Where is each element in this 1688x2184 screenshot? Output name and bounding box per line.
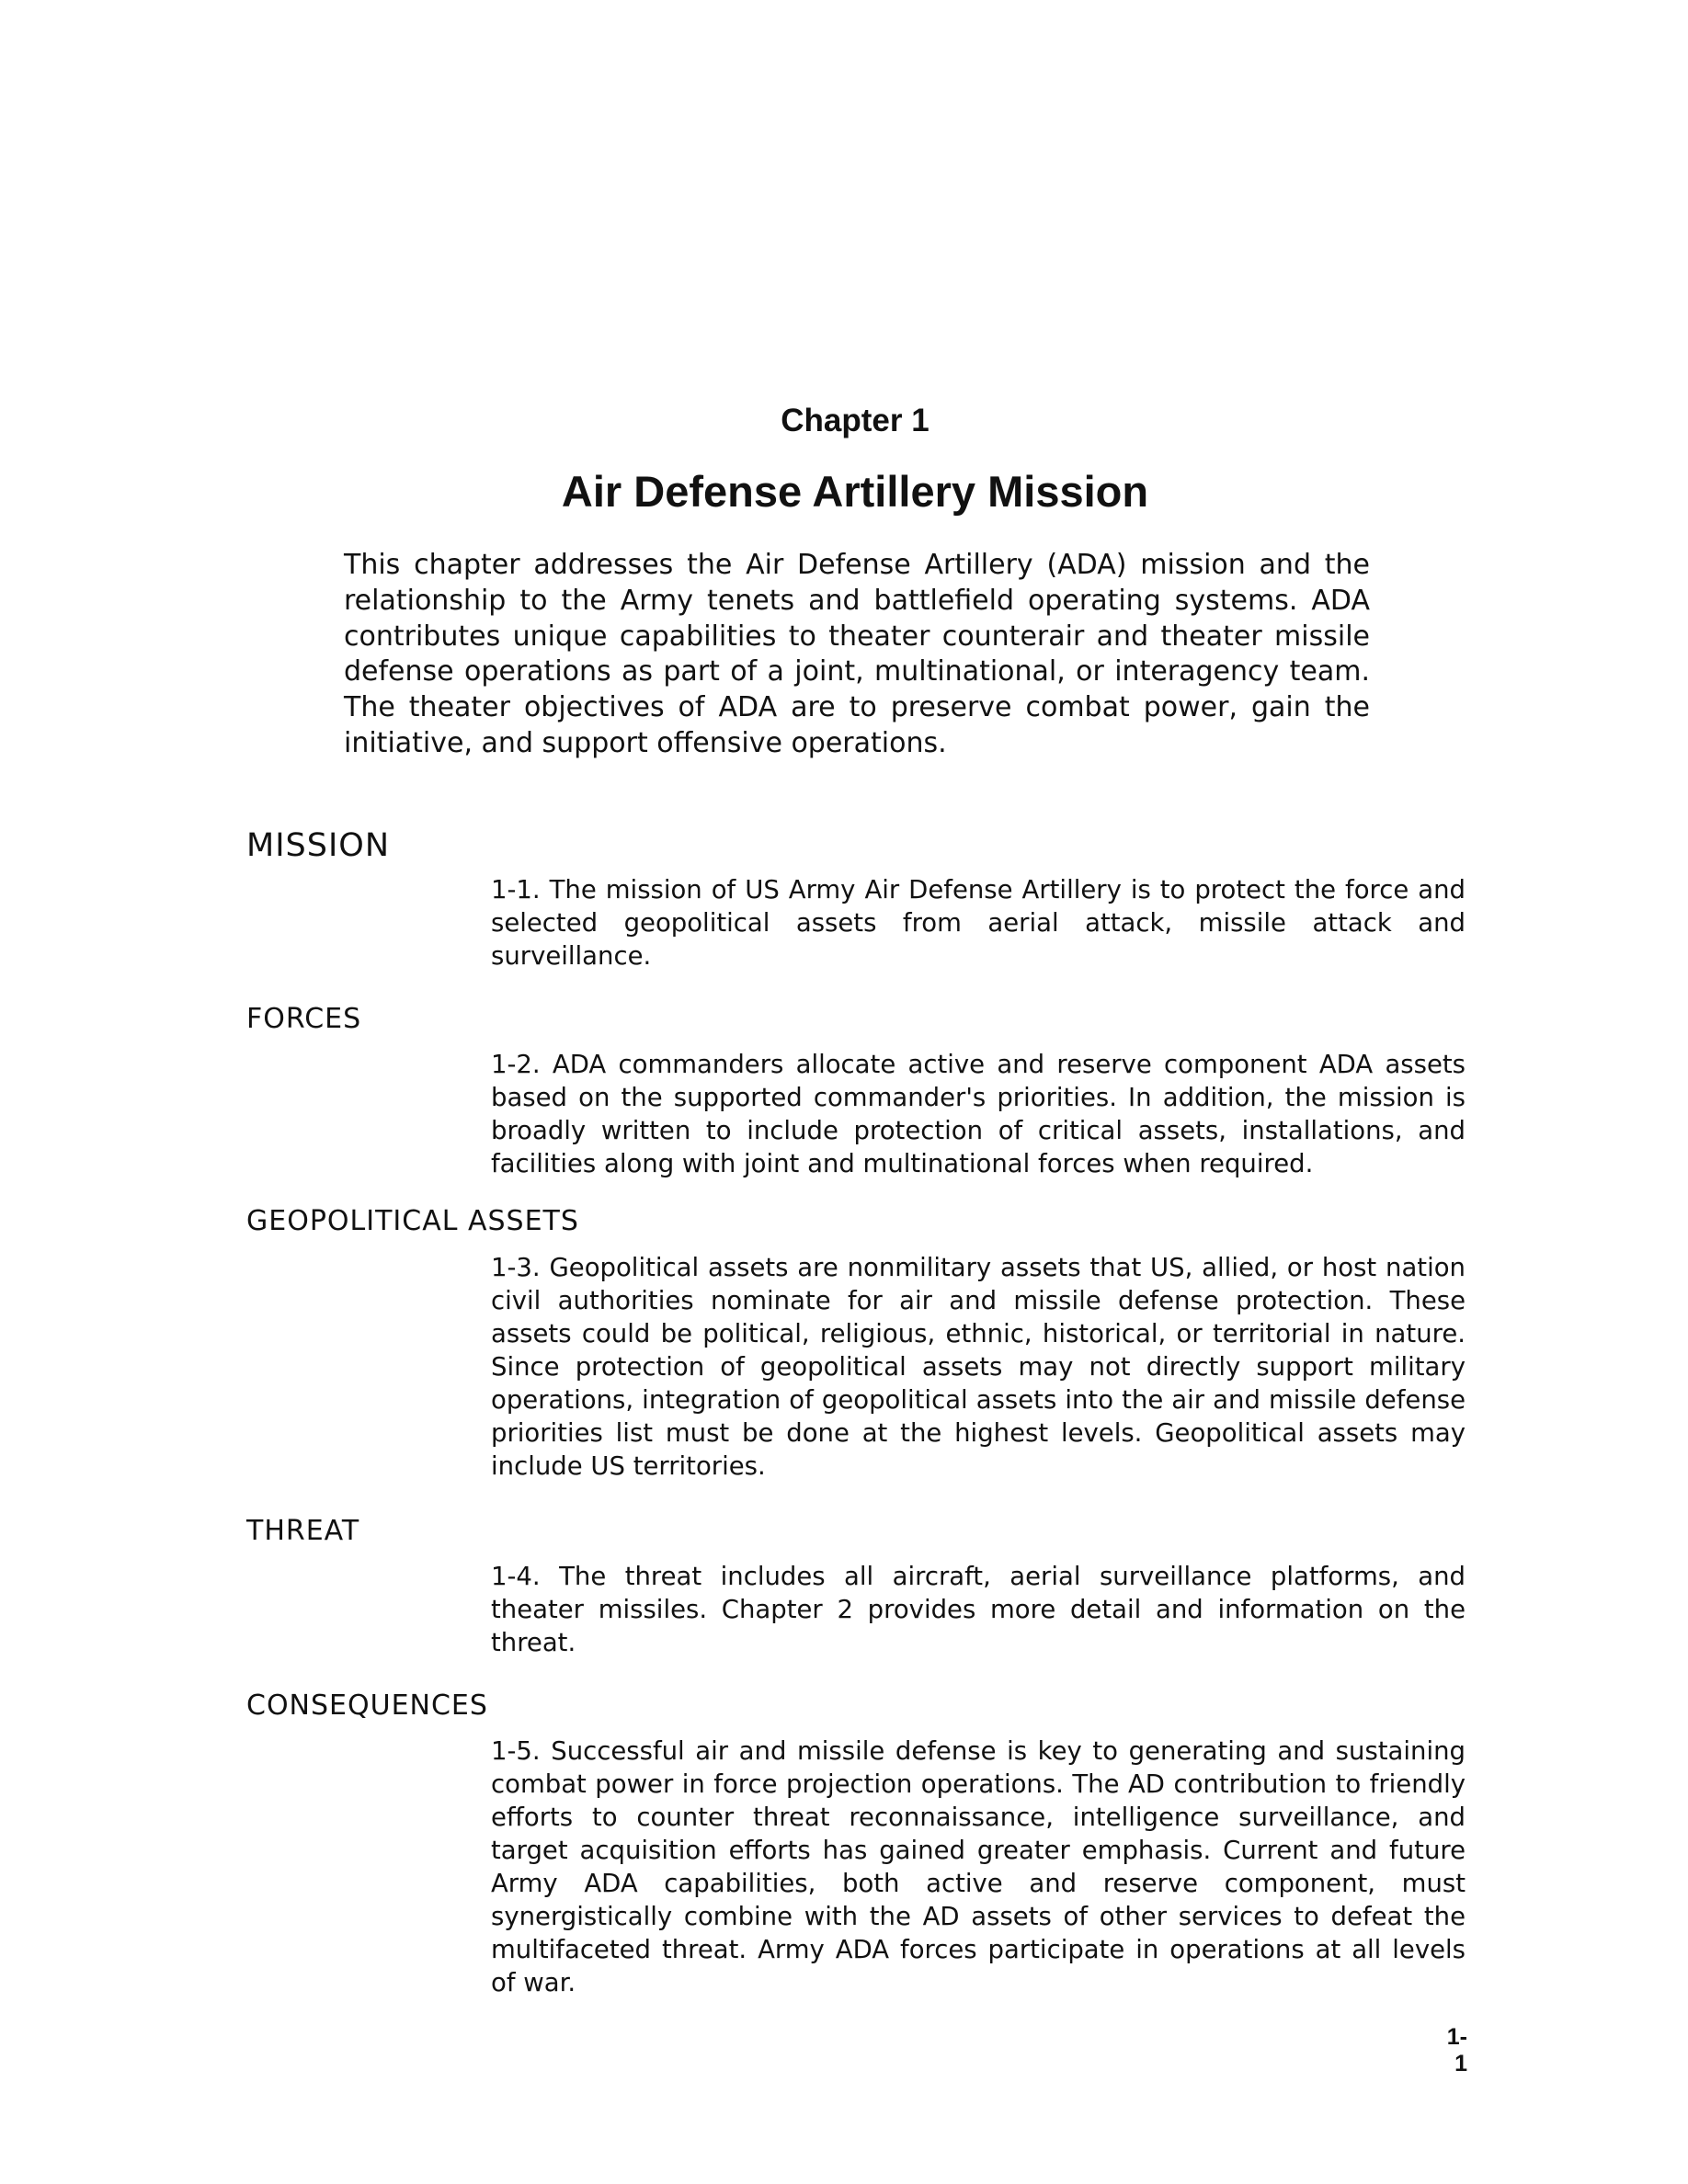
paragraph-1-4: 1-4. The threat includes all aircraft, aerial surveillance platforms, and theater missiles. Chapter 2 provides more detail and information on the threat.	[491, 1562, 1466, 1657]
section-heading-geopolitical-assets: GEOPOLITICAL ASSETS	[246, 1205, 579, 1237]
chapter-intro: This chapter addresses the Air Defense Artillery (ADA) mission and the relationship to the Army tenets and battlefield operating systems. ADA contributes unique capabilities to theater counterair and theater missile defense operations as part of a joint, multinational, or interagency team. The theater objectives of ADA are to preserve combat power, gain the initiative, and support offensive operations.	[344, 549, 1370, 759]
section-heading-threat: THREAT	[246, 1515, 360, 1547]
section-heading-consequences: CONSEQUENCES	[246, 1689, 488, 1722]
chapter-label: Chapter 1	[781, 403, 930, 438]
paragraph-1-5: 1-5. Successful air and missile defense is key to generating and sustaining combat power in force projection operations. The AD contribution to friendly efforts to counter threat reconnaissance, intelligence surveillance, and target acquisition efforts has gained greater emphasis. Current and future Army ADA capabilities, both active and reserve component, must synergistically combine with the AD assets of other services to defeat the multifaceted threat. Army ADA forces participate in operations at all levels of war.	[491, 1736, 1466, 1997]
paragraph-1-1: 1-1. The mission of US Army Air Defense Artillery is to protect the force and selected geopolitical assets from aerial attack, missile attack and surveillance.	[491, 875, 1466, 971]
section-heading-forces: FORCES	[246, 1003, 362, 1035]
page-number: 1-1	[1446, 2024, 1467, 2076]
paragraph-1-2: 1-2. ADA commanders allocate active and reserve component ADA assets based on the supported commander's priorities. In addition, the mission is broadly written to include protection of critical assets, installations, and facilities along with joint and multinational forces when required.	[491, 1050, 1466, 1178]
section-heading-mission: MISSION	[246, 827, 391, 864]
paragraph-1-3: 1-3. Geopolitical assets are nonmilitary assets that US, allied, or host nation civil authorities nominate for air and missile defense protection. These assets could be political, religious, ethnic, historical, or territorial in nature. Since protection of geopolitical assets may not directly support military operations, integration of geopolitical assets into the air and missile defense priorities list must be done at the highest levels. Geopolitical assets may include US territories.	[491, 1253, 1466, 1481]
chapter-title: Air Defense Artillery Mission	[561, 467, 1149, 516]
